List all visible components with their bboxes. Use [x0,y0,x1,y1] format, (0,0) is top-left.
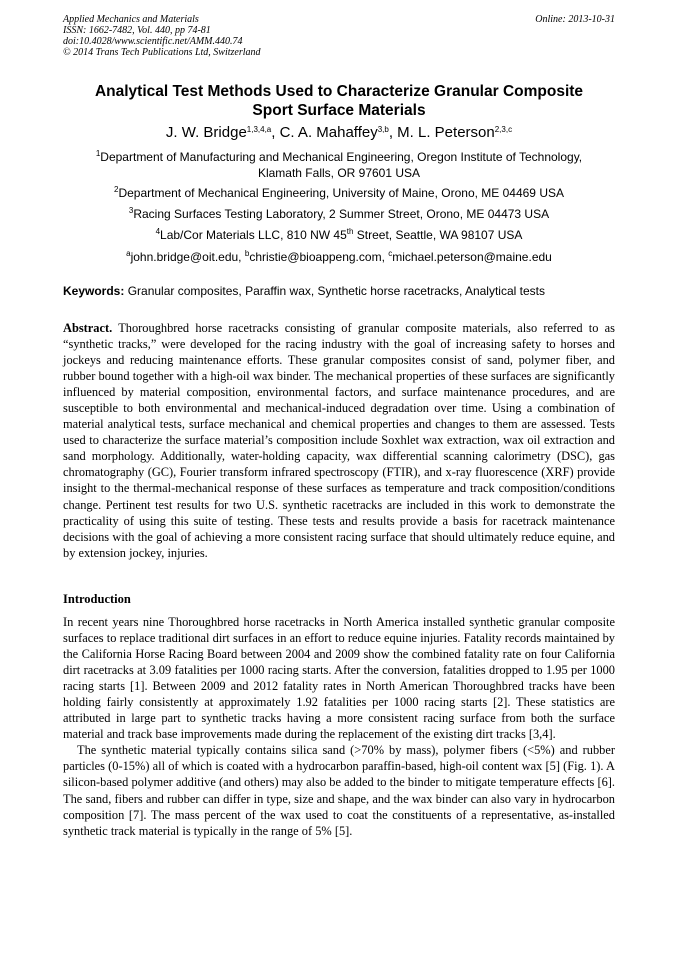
affiliation-marker: 2 [113,185,119,194]
keywords [63,283,623,299]
keywords-text: Granular composites, Paraffin wax, Synthetic horse racetracks, Analytical tests [124,284,545,298]
author-separator: , [388,124,398,141]
author-list [40,124,638,142]
author-name: C. A. Mahaffey [279,124,378,141]
journal-name: Applied Mechanics and Materials [63,14,199,25]
affiliation-1 [40,149,638,181]
title-line-2: Sport Surface Materials [252,102,426,119]
abstract-label: Abstract. [63,321,113,335]
paper-title [40,82,638,120]
email-link: john.bridge@oit.edu, [130,250,245,264]
affiliation-marker: 1 [95,149,101,158]
journal-doi: doi:10.4028/www.scientific.net/AMM.440.74 [63,36,243,47]
affiliation-marker: 4 [155,227,161,236]
title-line-1: Analytical Test Methods Used to Characterize Granular Composite [94,83,584,100]
paragraph: In recent years nine Thoroughbred horse racetracks in North America installed synthetic granular composite surfaces to replace traditional dirt surfaces in an effort to reduce equine injuries. Fatality records maintained by the California Horse Racing Board between 2004 and 2009 show the combined fatality rate on four California dirt racetracks at 3.09 fatalities per 1000 racing starts. After the conversion, fatalities dropped to 1.95 per 1000 racing starts [1]. Between 2009 and 2012 fatality rates in North American Thoroughbred tracks have been holding fairly consistently at approximately 1.92 fatalities per 1000 racing starts [2]. These statistics are attributed in large part to synthetic tracks having a more consistent racing surface from both the surface material and track base improvements made during the replacement of the existing dirt tracks [3,4]. [63,615,615,742]
introduction-body [63,614,615,839]
journal-issn: ISSN: 1662-7482, Vol. 440, pp 74-81 [63,25,211,36]
journal-header [63,14,261,58]
affiliation-text: Lab/Cor Materials LLC, 810 NW 45 [160,228,347,242]
email-link: christie@bioappeng.com, [249,250,389,264]
affiliation-3 [40,206,638,222]
email-marker: c [388,249,393,258]
author-name: J. W. Bridge [165,124,247,141]
affiliation-text: Department of Manufacturing and Mechanical Engineering, Oregon Institute of Technology, [100,150,583,164]
author-affiliation-marker: 1,3,4,a [246,125,272,134]
affiliation-text-end: Street, Seattle, WA 98107 USA [353,228,523,242]
email-link: michael.peterson@maine.edu [392,250,552,264]
affiliation-4 [40,227,638,243]
author-affiliation-marker: 3,b [377,125,389,134]
author-emails [40,249,638,265]
affiliation-text: Racing Surfaces Testing Laboratory, 2 Summer Street, Orono, ME 04473 USA [133,207,550,221]
author-separator: , [271,124,280,141]
keywords-label: Keywords: [63,284,125,298]
ordinal-suffix: th [346,227,354,236]
abstract-text: Thoroughbred horse racetracks consisting of granular composite materials, also referred to as “synthetic tracks,” were developed for the racing industry with the goal of increasing safety to horses and jockeys and reducing maintenance efforts. These granular composites consist of sand, polymer fiber, and rubber bound together with a high-oil wax binder. The mechanical properties of these surfaces are significantly influenced by material composition, environmental factors, and surface maintenance procedures, and are susceptible to both environmental and mechanical-induced degradation over time. Using a combination of material analytical tests, surface mechanical and chemical properties and changes to them are assessed. Tests used to characterize the surface material’s composition include Soxhlet wax extraction, wax oil extraction and sand morphology. Additionally, water-holding capacity, wax differential scanning calorimetry (DSC), gas chromatography (GC), Fourier transform infrared spectroscopy (FTIR), and x-ray fluorescence (XRF) provide insight to the thermal-mechanical response of these surfaces as temperature and track composition/conditions change. Pertinent test results for two U.S. synthetic racetracks are included in this work to demonstrate the practicality of using this suite of testing. These tests and results provide a basis for racetrack maintenance decisions with the goal of achieving a more consistent racing surface that should ultimately reduce equine, and by extension jockey, injuries. [63,321,615,560]
section-heading-introduction: Introduction [63,592,131,606]
email-marker: a [126,249,131,258]
email-marker: b [244,249,250,258]
affiliation-text-cont: Klamath Falls, OR 97601 USA [257,166,421,180]
online-date: Online: 2013-10-31 [535,14,615,25]
author-name: M. L. Peterson [397,124,495,141]
affiliation-marker: 3 [128,206,134,215]
affiliation-text: Department of Mechanical Engineering, University of Maine, Orono, ME 04469 USA [118,186,564,200]
journal-copyright: © 2014 Trans Tech Publications Ltd, Switzerland [63,47,261,58]
abstract [63,320,615,561]
paragraph: The synthetic material typically contains silica sand (>70% by mass), polymer fibers (<5%) and rubber particles (0-15%) all of which is coated with a hydrocarbon paraffin-based, high-oil content wax [5] (Fig. 1). A silicon-based polymer additive (and others) may also be added to the binder to mitigate temperature effects [6]. The sand, fibers and rubber can differ in type, size and shape, and the wax binder can also vary in hydrocarbon composition [7]. The mass percent of the wax used to coat the constituents of a representative, as-installed synthetic track material is typically in the range of 5% [5]. [63,743,615,838]
author-affiliation-marker: 2,3,c [494,125,513,134]
affiliation-2 [40,185,638,201]
